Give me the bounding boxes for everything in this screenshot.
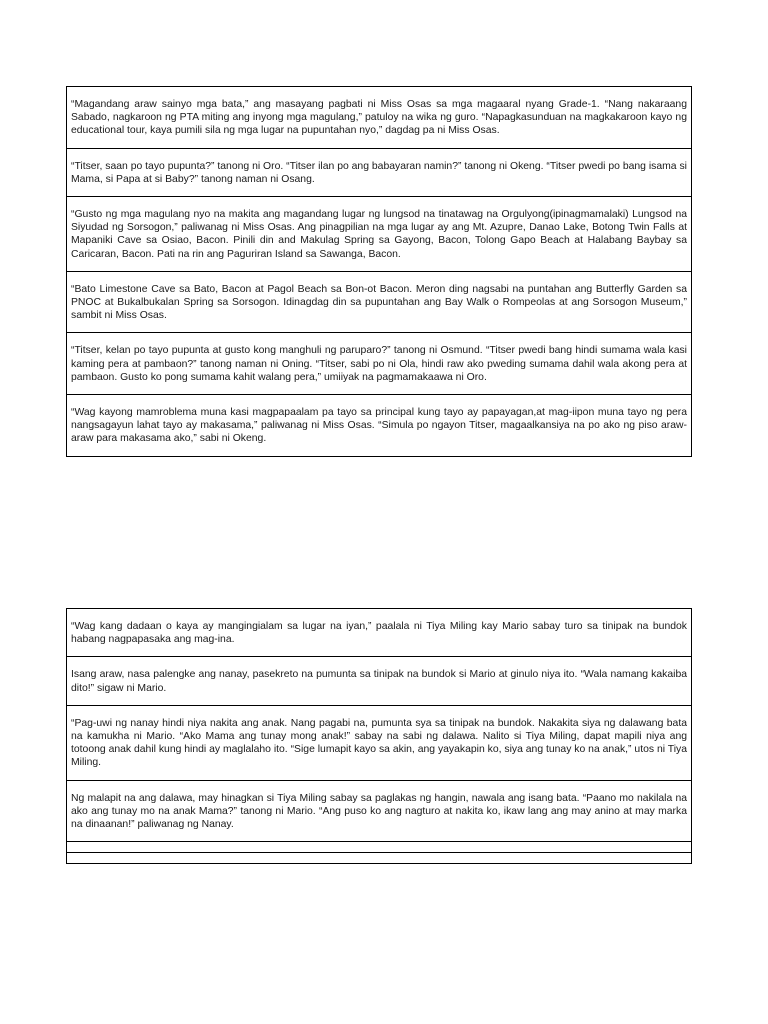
story-paragraph: “Bato Limestone Cave sa Bato, Bacon at Pagol Beach sa Bon-ot Bacon. Meron ding nagsabi na puntahan ang Butterfly Garden sa PNOC at Bukalbukalan Spring sa Sorsogon. Idinagdag din sa pupuntahan ang Bay Walk o Rompeolas at ang Sorsogon Museum,” sambit ni Miss Osas. bbox=[67, 271, 691, 333]
story-paragraph: “Gusto ng mga magulang nyo na makita ang magandang lugar ng lungsod na tinatawag na Orgulyong(ipinagmamalaki) Lungsod na Siyudad ng Sorsogon,” paliwanag ni Miss Osas. Ang pinagpilian na mga lugar ay ang Mt. Azupre, Danao Lake, Botong Twin Falls at Mapaniki Cave sa Osiao, Bacon. Pinili din and Makulag Spring sa Gayong, Bacon, Tolong Gapo Beach at Halabang Baybay sa Caricaran, Bacon. Pati na rin ang Paguriran Island sa Sawanga, Bacon. bbox=[67, 196, 691, 271]
story-paragraph: Ng malapit na ang dalawa, may hinagkan si Tiya Miling sabay sa paglakas ng hangin, nawala ang isang bata. “Paano mo nakilala na ako ang tunay mo na anak Mama?” tanong ni Mario. “Ang puso ko ang nagturo at nakita ko, ikaw lang ang may anino at may marka na dinaanan!” paliwanag ng Nanay. bbox=[67, 780, 691, 842]
story-table-2 bbox=[66, 608, 692, 864]
empty-row bbox=[67, 841, 691, 852]
empty-row bbox=[67, 852, 691, 863]
story-paragraph: Isang araw, nasa palengke ang nanay, pasekreto na pumunta sa tinipak na bundok si Mario at ginulo niya ito. “Wala namang kakaiba dito!” sigaw ni Mario. bbox=[67, 656, 691, 704]
story-table-1 bbox=[66, 86, 692, 457]
story-paragraph: “Titser, saan po tayo pupunta?” tanong ni Oro. “Titser ilan po ang babayaran namin?” tanong ni Okeng. “Titser pwedi po bang isama si Mama, si Papa at si Baby?” tanong naman ni Osang. bbox=[67, 148, 691, 196]
story-paragraph: “Magandang araw sainyo mga bata,” ang masayang pagbati ni Miss Osas sa mga magaaral nyang Grade-1. “Nang nakaraang Sabado, nagkaroon ng PTA miting ang inyong mga magulang,” patuloy na wika ng guro. “Napagkasunduan na magkakaroon kayo ng educational tour, kaya pumili sila ng mga lugar na pupuntahan nyo,” dagdag pa ni Miss Osas. bbox=[71, 99, 687, 137]
story-paragraph: “Wag kayong mamroblema muna kasi magpapaalam pa tayo sa principal kung tayo ay papayagan,at mag-iipon muna tayo ng pera nangsagayun lahat tayo ay makasama,” paliwanag ni Miss Osas. “Simula po ngayon Titser, magaalkansiya na po ako ng piso araw-araw para makasama ako,” sabi ni Okeng. bbox=[67, 394, 691, 456]
story-paragraph: “Wag kang dadaan o kaya ay mangingialam sa lugar na iyan,” paalala ni Tiya Miling kay Mario sabay turo sa tinipak na bundok habang nagpapasaka ang mag-ina. bbox=[71, 621, 687, 646]
story-paragraph: “Titser, kelan po tayo pupunta at gusto kong manghuli ng paruparo?” tanong ni Osmund. “Titser pwedi bang hindi sumama wala kasi kaming pera at pambaon?” tanong naman ni Oning. “Titser, sabi po ni Ola, hindi raw ako pweding sumama dahil wala akong pera at pambaon. Gusto ko pong sumama kahit walang pera,” umiiyak na pagmamakaawa ni Oro. bbox=[67, 332, 691, 394]
story-paragraph: “Pag-uwi ng nanay hindi niya nakita ang anak. Nang pagabi na, pumunta sya sa tinipak na bundok. Nakakita siya ng dalawang bata na kamukha ni Mario. “Ako Mama ang tunay mong anak!” sabay na sabi ng dalawa. Nalito si Tiya Miling, dapat mapili niya ang totoong anak dahil kung hindi ay maglalaho ito. “Sige lumapit kayo sa akin, ang yayakapin ko, siya ang tunay ko na anak,” utos ni Tiya Miling. bbox=[67, 705, 691, 780]
